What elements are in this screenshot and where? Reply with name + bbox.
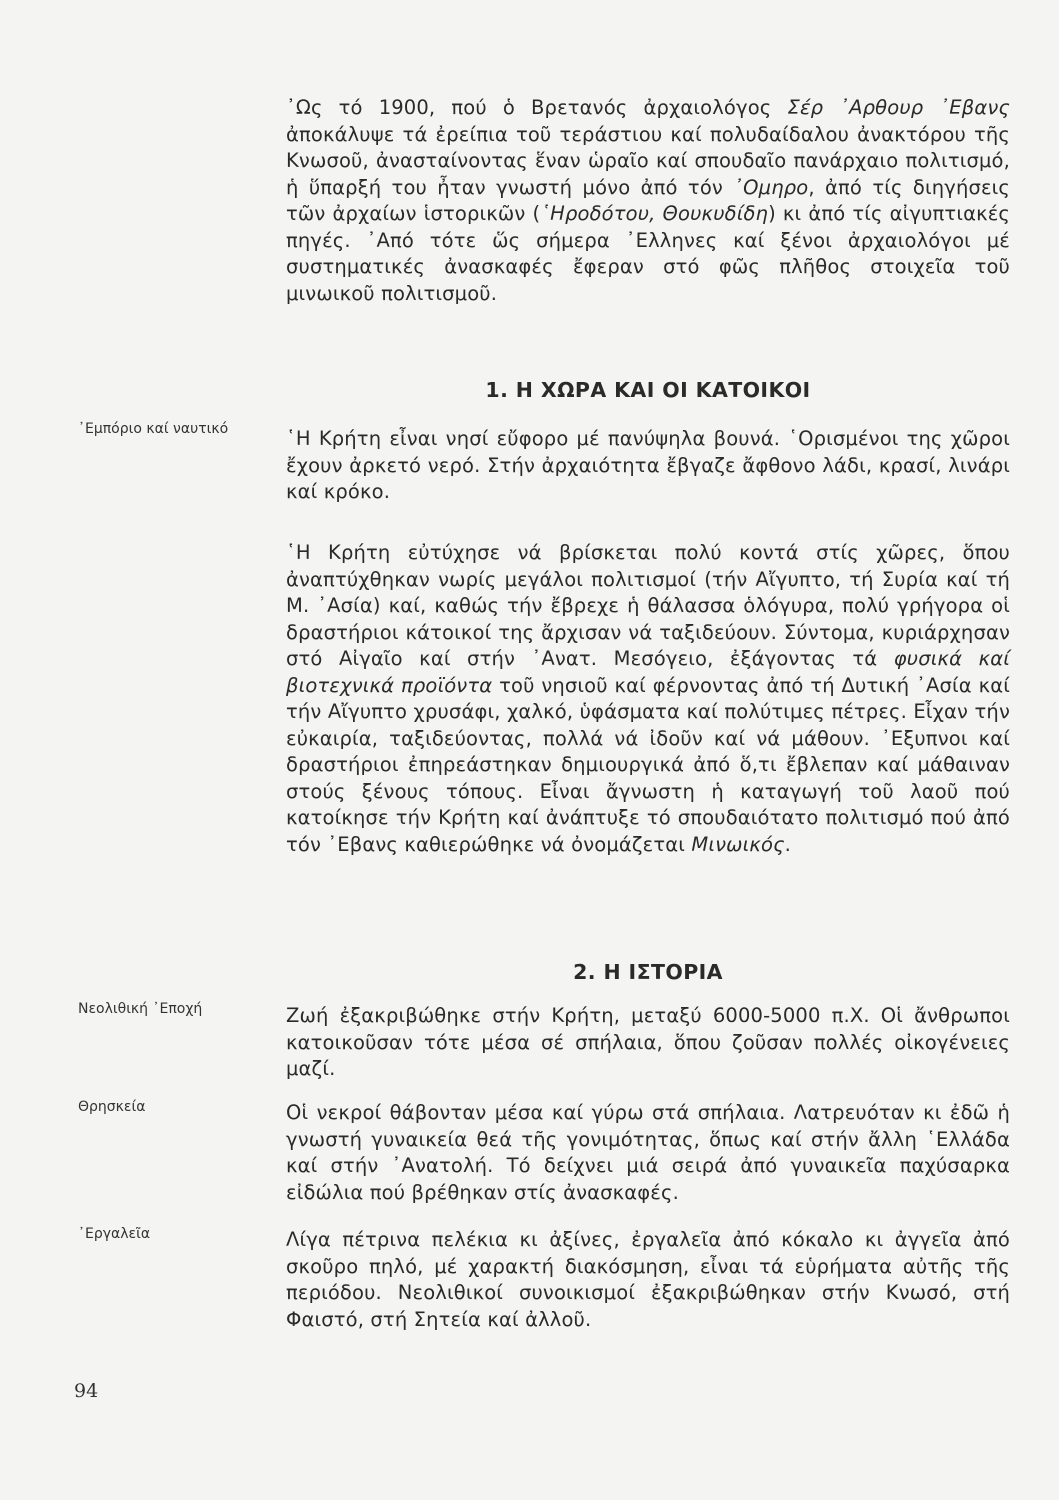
margin-note-religion: Θρησκεία: [78, 1099, 146, 1115]
section2-heading: 2. Η ΙΣΤΟΡΙΑ: [573, 960, 723, 984]
margin-note-tools: ᾿Εργαλεῖα: [78, 1226, 151, 1242]
section1-p2-end: .: [784, 832, 792, 856]
intro-evans-name: Σέρ ᾽Αρθουρ ᾽Εβανς: [787, 96, 1010, 119]
section1-minoan: Μινωικός: [691, 832, 785, 856]
section2-paragraph-3: Λίγα πέτρινα πελέκια κι ἀξίνες, ἐργαλεῖα ἀπό κόκαλο κι ἀγγεῖα ἀπό σκοῦρο πηλό, μέ χαρακτή διακόσμηση, εἶναι τά εὑρήματα αὐτῆς τῆς περιόδου. Νεολιθικοί συνοικισμοί ἐξακριβώθηκαν στήν Κνωσό, στή Φαιστό, στή Σητεία καί ἀλλοῦ.: [286, 1228, 1010, 1331]
intro-text-b: ἀποκάλυψε τά ἐρείπια τοῦ τεράστιου καί πολυδαίδαλου ἀνακτόρου τῆς Κνωσοῦ, ἀνασταίνοντας ἕναν ὡραῖο καί σπουδαῖο πανάρχαιο πολιτισμό, ἡ ὕπαρξή του ἦταν γνωστή μόνο ἀπό τόν: [286, 122, 1010, 199]
section2-paragraph-2: Οἱ νεκροί θάβονταν μέσα καί γύρω στά σπήλαια. Λατρευόταν κι ἐδῶ ἡ γνωστή γυναικεία θεά τῆς γονιμότητας, ὅπως καί στήν ἄλλη ῾Ελλάδα καί στήν ᾿Ανατολή. Τό δείχνει μιά σειρά ἀπό γυναικεῖα παχύσαρκα εἰδώλια πού βρέθηκαν στίς ἀνασκαφές.: [286, 1101, 1010, 1204]
intro-text-d: ) κι ἀπό τίς αἰγυπτιακές πηγές. ᾿Από τότε ὥς σήμερα ᾽Ελληνες καί ξένοι ἀρχαιολόγοι μέ συστηματικές ἀνασκαφές ἔφεραν στό φῶς πλῆθος στοιχεῖα τοῦ μινωικοῦ πολιτισμοῦ.: [286, 202, 1010, 305]
margin-note-trade: ᾿Εμπόριο καί ναυτικό: [78, 421, 229, 437]
intro-text-c: , ἀπό τίς διηγήσεις τῶν ἀρχαίων ἱστορικῶν (: [286, 175, 1010, 225]
section1-p2-text-a: ῾Η Κρήτη εὐτύχησε νά βρίσκεται πολύ κοντά στίς χῶρες, ὅπου ἀναπτύχθηκαν νωρίς μεγάλοι πολιτισμοί (τήν Αἴγυπτο, τή Συρία καί τή Μ. ᾿Ασία) καί, καθώς τήν ἔβρεχε ἡ θάλασσα ὁλόγυρα, πολύ γρήγορα οἱ δραστήριοι κάτοικοί της ἄρχισαν νά ταξιδεύουν. Σύντομα, κυριάρχησαν στό Αἰγαῖο καί στήν ᾿Ανατ. Μεσόγειο, ἐξάγοντας τά: [286, 541, 1010, 670]
margin-note-neolithic: Νεολιθική ᾿Εποχή: [78, 1001, 203, 1017]
intro-paragraph: [286, 95, 1010, 307]
section1-paragraph-2: [286, 540, 1010, 858]
intro-homer: ᾽Ομηρο: [733, 175, 809, 199]
section2-paragraph-1: Ζωή ἐξακριβώθηκε στήν Κρήτη, μεταξύ 6000-5000 π.Χ. Οἱ ἄνθρωποι κατοικοῦσαν τότε μέσα σέ σπήλαια, ὅπου ζοῦσαν πολλές οἰκογένειες μαζί.: [286, 1004, 1010, 1080]
intro-historians: ῾Ηροδότου, Θουκυδίδη: [540, 202, 769, 225]
section1-paragraph-1: ῾Η Κρήτη εἶναι νησί εὔφορο μέ πανύψηλα βουνά. ῾Ορισμένοι της χῶροι ἔχουν ἀρκετό νερό. Στήν ἀρχαιότητα ἔβγαζε ἄφθονο λάδι, κρασί, λινάρι καί κρόκο.: [286, 427, 1010, 503]
section1-products: φυσικά καί βιοτεχνικά προϊόντα: [286, 647, 1010, 697]
section1-heading: 1. Η ΧΩΡΑ ΚΑΙ ΟΙ ΚΑΤΟΙΚΟΙ: [485, 378, 811, 402]
page-number: 94: [74, 1380, 99, 1402]
section1-p2-text-b: τοῦ νησιοῦ καί φέρνοντας ἀπό τή Δυτική ᾿Ασία καί τήν Αἴγυπτο χρυσάφι, χαλκό, ὑφάσματα καί πολύτιμες πέτρες. Εἶχαν τήν εὐκαιρία, ταξιδεύοντας, πολλά νά ἰδοῦν καί νά μάθουν. ᾽Εξυπνοι καί δραστήριοι ἐπηρεάστηκαν δημιουργικά ἀπό ὅ,τι ἔβλεπαν καί μάθαιναν στούς ξένους τόπους. Εἶναι ἄγνωστη ἡ καταγωγή τοῦ λαοῦ πού κατοίκησε τήν Κρήτη καί ἀνάπτυξε τό σπουδαιότατο πολιτισμό πού ἀπό τόν ᾽Εβανς καθιερώθηκε νά ὀνομάζεται: [286, 673, 1010, 856]
intro-text-a: ᾽Ως τό 1900, πού ὁ Βρετανός ἀρχαιολόγος: [286, 96, 788, 119]
